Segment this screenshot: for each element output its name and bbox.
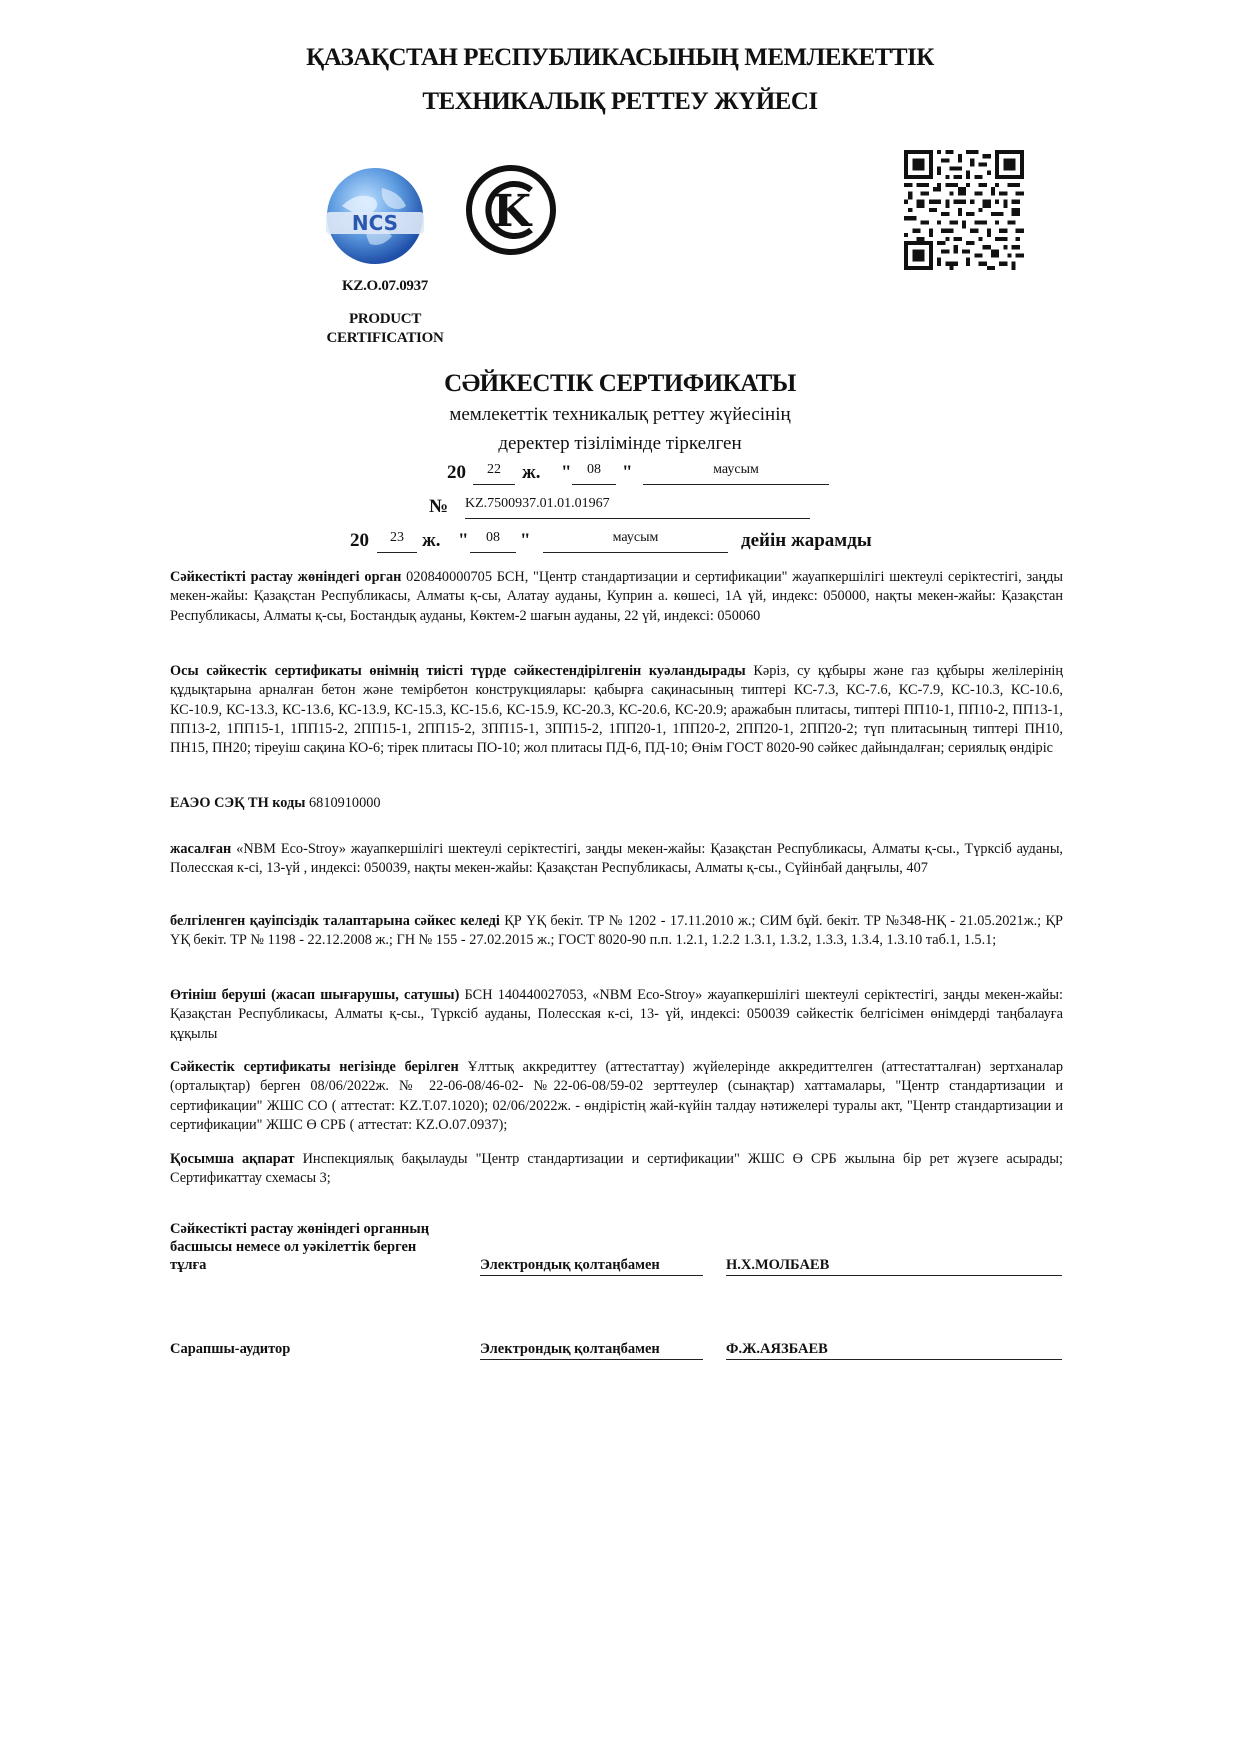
- certificate-subtitle-1: мемлекеттік техникалық реттеу жүйесінің: [449, 404, 791, 425]
- number-label: №: [429, 496, 449, 517]
- qr-code: [904, 150, 1024, 270]
- head-label-line-1: Сәйкестікті растау жөніндегі органның: [170, 1221, 430, 1237]
- section-text: 6810910000: [305, 795, 381, 811]
- accreditation-code: KZ.O.07.0937: [342, 278, 428, 294]
- valid-year-field: 23: [377, 526, 417, 553]
- head-label-line-3: тұлға: [170, 1257, 207, 1273]
- head-signatory-label: [170, 1220, 470, 1274]
- valid-month-field: маусым: [543, 526, 728, 553]
- section-label: ЕАЭО СЭҚ ТН коды: [170, 795, 306, 811]
- section-text: Инспекциялық бақылауды "Центр стандартизации и сертификации" ЖШС Ө СРБ жылына бір рет жүзеге асырады; Сертификаттау схемасы 3;: [170, 1151, 1063, 1187]
- section-text: Ұлттық аккредиттеу (аттестаттау) жүйелерінде аккредиттелген (аттестатталған) зертханалар (орталықтар) берген 08/06/2022ж. № 22-06-08/46-02- №22-06-08/59-02 зерттеулер (сынақтар) хаттамалары, "Центр стандартизации и сертификации" ЖШС СО ( аттестат: KZ.T.07.1020); 02/06/2022ж. - өндірістің жай-күйін талдау нәтижелері туралы акт, "Центр стандартизации и сертификации" ЖШС Ө СРБ ( аттестат: KZ.O.07.0937);: [170, 1059, 1063, 1133]
- globe-icon: [322, 166, 428, 270]
- section-manufacturer: [170, 840, 1063, 879]
- header-line-1: ҚАЗАҚСТАН РЕСПУБЛИКАСЫНЫҢ МЕМЛЕКЕТТІК: [306, 44, 934, 71]
- head-signatory-name: Н.Х.МОЛБАЕВ: [726, 1256, 1062, 1276]
- reg-day-field: 08: [572, 458, 616, 485]
- certificate-title: СӘЙКЕСТІК СЕРТИФИКАТЫ: [444, 370, 796, 397]
- section-label: белгіленген қауіпсіздік талаптарына сәйкес келеді: [170, 913, 500, 929]
- reg-quote-open: ": [561, 462, 572, 483]
- auditor-signature-method: Электрондық қолтаңбамен: [480, 1340, 703, 1360]
- section-label: Осы сәйкестік сертификаты өнімнің тиісті түрде сәйкестендірілгенін куәландырады: [170, 663, 746, 679]
- section-text: «NBM Eco-Stroy» жауапкершілігі шектеулі серіктестігі, заңды мекен-жайы: Қазақстан Республикасы, Алматы қ-сы., Түрксіб ауданы, Полесская к-сі, 13-үй , индексі: 050039, нақты мекен-жайы: Қазақстан Республикасы, Алматы қ-сы., Сүйінбай даңғылы, 407: [170, 841, 1063, 877]
- reg-month-field: маусым: [643, 458, 829, 485]
- qr-code-icon: [904, 150, 1024, 270]
- section-additional-info: [170, 1150, 1063, 1189]
- section-product: [170, 662, 1063, 758]
- reg-year-field: 22: [473, 458, 515, 485]
- section-label: жасалған: [170, 841, 232, 857]
- reg-quote-close: ": [622, 462, 633, 483]
- valid-day-field: 08: [470, 526, 516, 553]
- section-label: Сәйкестікті растау жөніндегі орган: [170, 569, 402, 585]
- valid-quote-close: ": [520, 530, 531, 551]
- valid-year-prefix: 20: [350, 530, 369, 551]
- section-label: Қосымша ақпарат: [170, 1151, 295, 1167]
- certificate-number: KZ.7500937.01.01.01967: [465, 492, 810, 519]
- section-tn-code: [170, 794, 1063, 813]
- product-label-2: CERTIFICATION: [326, 330, 444, 346]
- ncs-logo: [322, 166, 428, 270]
- header-line-2: ТЕХНИКАЛЫҚ РЕТТЕУ ЖҮЙЕСІ: [422, 88, 818, 115]
- section-text: БСН 140440027053, «NBM Eco-Stroy» жауапкершілігі шектеулі серіктестігі, заңды мекен-жайы: Қазақстан Республикасы, Алматы қ-сы., Түрксіб ауданы, Полесская к-сі, 13- үй, индексі: 050039 сәйкестік белгісімен өнімдерді таңбалауға құқылы: [170, 987, 1063, 1042]
- reg-year-prefix: 20: [447, 462, 466, 483]
- valid-year-suffix: ж.: [422, 530, 441, 551]
- kz-mark-letter: K: [492, 186, 532, 237]
- section-safety-requirements: [170, 912, 1063, 951]
- auditor-label: Сарапшы-аудитор: [170, 1341, 291, 1357]
- ncs-logo-text: NCS: [351, 211, 399, 235]
- product-label-1: PRODUCT: [348, 311, 422, 327]
- section-applicant: [170, 986, 1063, 1044]
- reg-year-suffix: ж.: [522, 462, 541, 483]
- section-basis: [170, 1058, 1063, 1135]
- section-label: Сәйкестік сертификаты негізінде берілген: [170, 1059, 459, 1075]
- section-text: ҚР ҮҚ бекіт. ТР № 1202 - 17.11.2010 ж.; СИМ бұй. бекіт. ТР №348-НҚ - 21.05.2021ж.; ҚР ҮҚ бекіт. ТР № 1198 - 22.12.2008 ж.; ГН № 155 - 27.02.2015 ж.; ГОСТ 8020-90 п.п. 1.2.1, 1.2.2 1.3.1, 1.3.2, 1.3.3, 1.3.4, 1.3.10 таб.1, 1.5.1;: [170, 913, 1063, 949]
- section-text: Кәріз, су құбыры және газ құбыры желілерінің құдықтарына арналған бетон және темірбетон конструкциялары: қабырға сақинасының типтері КС-7.3, КС-7.6, КС-7.9, КС-10.3, КС-10.6, КС-10.9, КС-13.3, КС-13.6, КС-13.9, КС-15.3, КС-15.6, КС-15.9, КС-20.3, КС-20.6, КС-20.9; аражабын плитасы, типтері ПП10-1, ПП10-2, ПП13-1, ПП13-2, 1ПП15-1, 1ПП15-2, 2ПП15-1, 2ПП15-2, 3ПП15-1, 3ПП15-2, 1ПП20-1, 1ПП20-2, 2ПП20-1, 2ПП20-2; түп плитасының типтері ПН10, ПН15, ПН20; тіреуіш сақина КО-6; тірек плитасы ПО-10; жол плитасы ПД-6, ПД-10; Өнім ГОСТ 8020-90 сәйкес дайындалған; сериялық өндіріс: [170, 663, 1063, 757]
- auditor-name: Ф.Ж.АЯЗБАЕВ: [726, 1340, 1062, 1360]
- section-text: 020840000705 БСН, "Центр стандартизации и сертификации" жауапкершілігі шектеулі серіктестігі, заңды мекен-жайы: Қазақстан Республикасы, Алматы қ-сы, Алатау ауданы, Куприн а. көшесі, 1А үй, индекс: 050000, нақты мекен-жайы: Қазақстан Республикасы, Алматы қ-сы, Бостандық ауданы, Көктем-2 шағын ауданы, 22 үй, индексі: 050060: [170, 569, 1063, 624]
- kz-conformity-mark: [465, 164, 557, 256]
- valid-until-label: дейін жарамды: [741, 530, 872, 551]
- head-label-line-2: басшысы немесе ол уәкілеттік берген: [170, 1239, 417, 1255]
- section-certification-body: [170, 568, 1063, 626]
- certificate-subtitle-2: деректер тізілімінде тіркелген: [498, 433, 742, 454]
- section-label: Өтініш беруші (жасап шығарушы, сатушы): [170, 987, 460, 1003]
- head-signature-method: Электрондық қолтаңбамен: [480, 1256, 703, 1276]
- conformity-mark-icon: [465, 164, 557, 256]
- valid-quote-open: ": [458, 530, 469, 551]
